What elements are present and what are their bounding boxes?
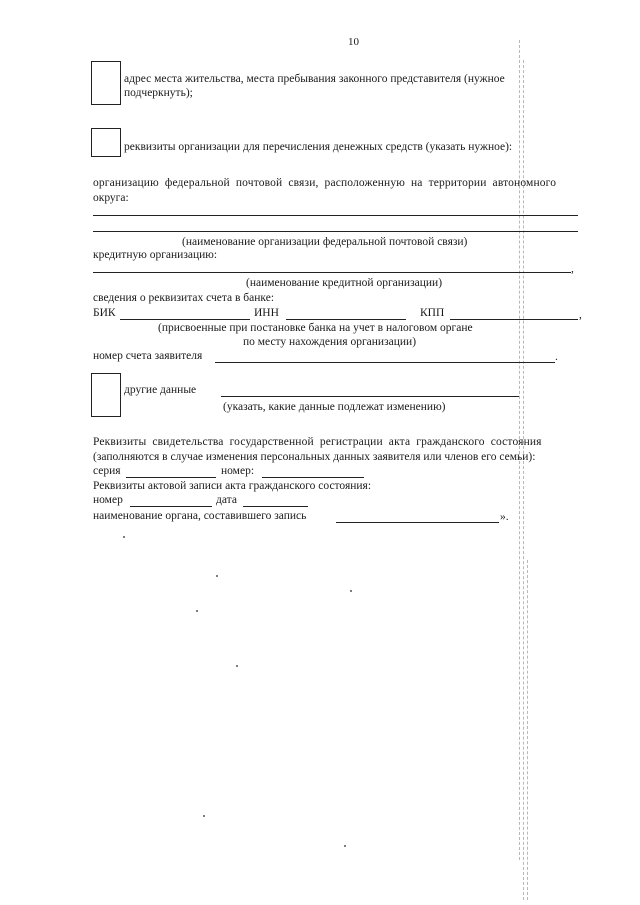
bik-label: БИК (93, 307, 116, 319)
scan-speck (350, 590, 352, 592)
kpp-comma: , (579, 309, 582, 321)
scan-speck (123, 536, 125, 538)
record-heading: Реквизиты актовой записи акта гражданского состояния: (93, 480, 372, 492)
residence-text-line1: адрес места жительства, места пребывания законного представителя (нужное (124, 73, 505, 85)
record-number-label: номер (93, 494, 123, 506)
bank-details-heading: реквизиты организации для перечисления денежных средств (указать нужное): (124, 141, 513, 153)
civil-status-heading-line1: Реквизиты свидетельства государственной регистрации акта гражданского состояния (93, 436, 542, 448)
certificate-number-label: номер: (221, 465, 255, 477)
credit-org-comma: , (571, 263, 574, 275)
series-field[interactable] (126, 477, 216, 478)
bank-details-checkbox[interactable] (91, 128, 121, 157)
other-data-checkbox[interactable] (91, 373, 121, 417)
postal-org-line1: организацию федеральной почтовой связи, расположенную на территории автономного (93, 177, 557, 189)
bik-field[interactable] (120, 319, 250, 320)
record-date-label: дата (216, 494, 237, 506)
credit-org-caption: (наименование кредитной организации) (246, 277, 443, 289)
account-number-field[interactable] (215, 362, 555, 363)
scan-speck (344, 845, 346, 847)
closing-quote: ». (500, 511, 509, 523)
scan-edge-line (527, 560, 528, 900)
certificate-number-field[interactable] (262, 477, 364, 478)
record-number-field[interactable] (130, 506, 212, 507)
kpp-field[interactable] (450, 319, 578, 320)
residence-text-line2: подчеркнуть); (124, 87, 193, 99)
account-info-label: сведения о реквизитах счета в банке: (93, 292, 275, 304)
assigned-caption-line1: (присвоенные при постановке банка на учет в налоговом органе (158, 322, 473, 334)
assigned-caption-line2: по месту нахождения организации) (243, 336, 417, 348)
inn-field[interactable] (286, 319, 406, 320)
account-number-label: номер счета заявителя (93, 350, 203, 362)
residence-checkbox[interactable] (91, 61, 121, 105)
postal-org-caption: (наименование организации федеральной почтовой связи) (182, 236, 468, 248)
page-number: 10 (348, 36, 359, 48)
credit-org-label: кредитную организацию: (93, 249, 218, 261)
postal-org-field-1[interactable] (93, 215, 578, 216)
scan-speck (216, 575, 218, 577)
postal-org-line2: округа: (93, 192, 129, 204)
scan-speck (203, 815, 205, 817)
other-data-label: другие данные (124, 384, 197, 396)
account-number-end: . (555, 351, 558, 363)
series-label: серия (93, 465, 121, 477)
authority-label: наименование органа, составившего запись (93, 510, 307, 522)
other-data-caption: (указать, какие данные подлежат изменению) (223, 401, 446, 413)
scan-speck (196, 610, 198, 612)
record-date-field[interactable] (243, 506, 308, 507)
kpp-label: КПП (420, 307, 445, 319)
inn-label: ИНН (254, 307, 279, 319)
other-data-field[interactable] (221, 396, 519, 397)
authority-field[interactable] (336, 522, 499, 523)
postal-org-field-2[interactable] (93, 231, 578, 232)
civil-status-heading-line2: (заполняются в случае изменения персональных данных заявителя или членов его семьи): (93, 451, 536, 463)
credit-org-field[interactable] (93, 272, 571, 273)
scan-speck (236, 665, 238, 667)
